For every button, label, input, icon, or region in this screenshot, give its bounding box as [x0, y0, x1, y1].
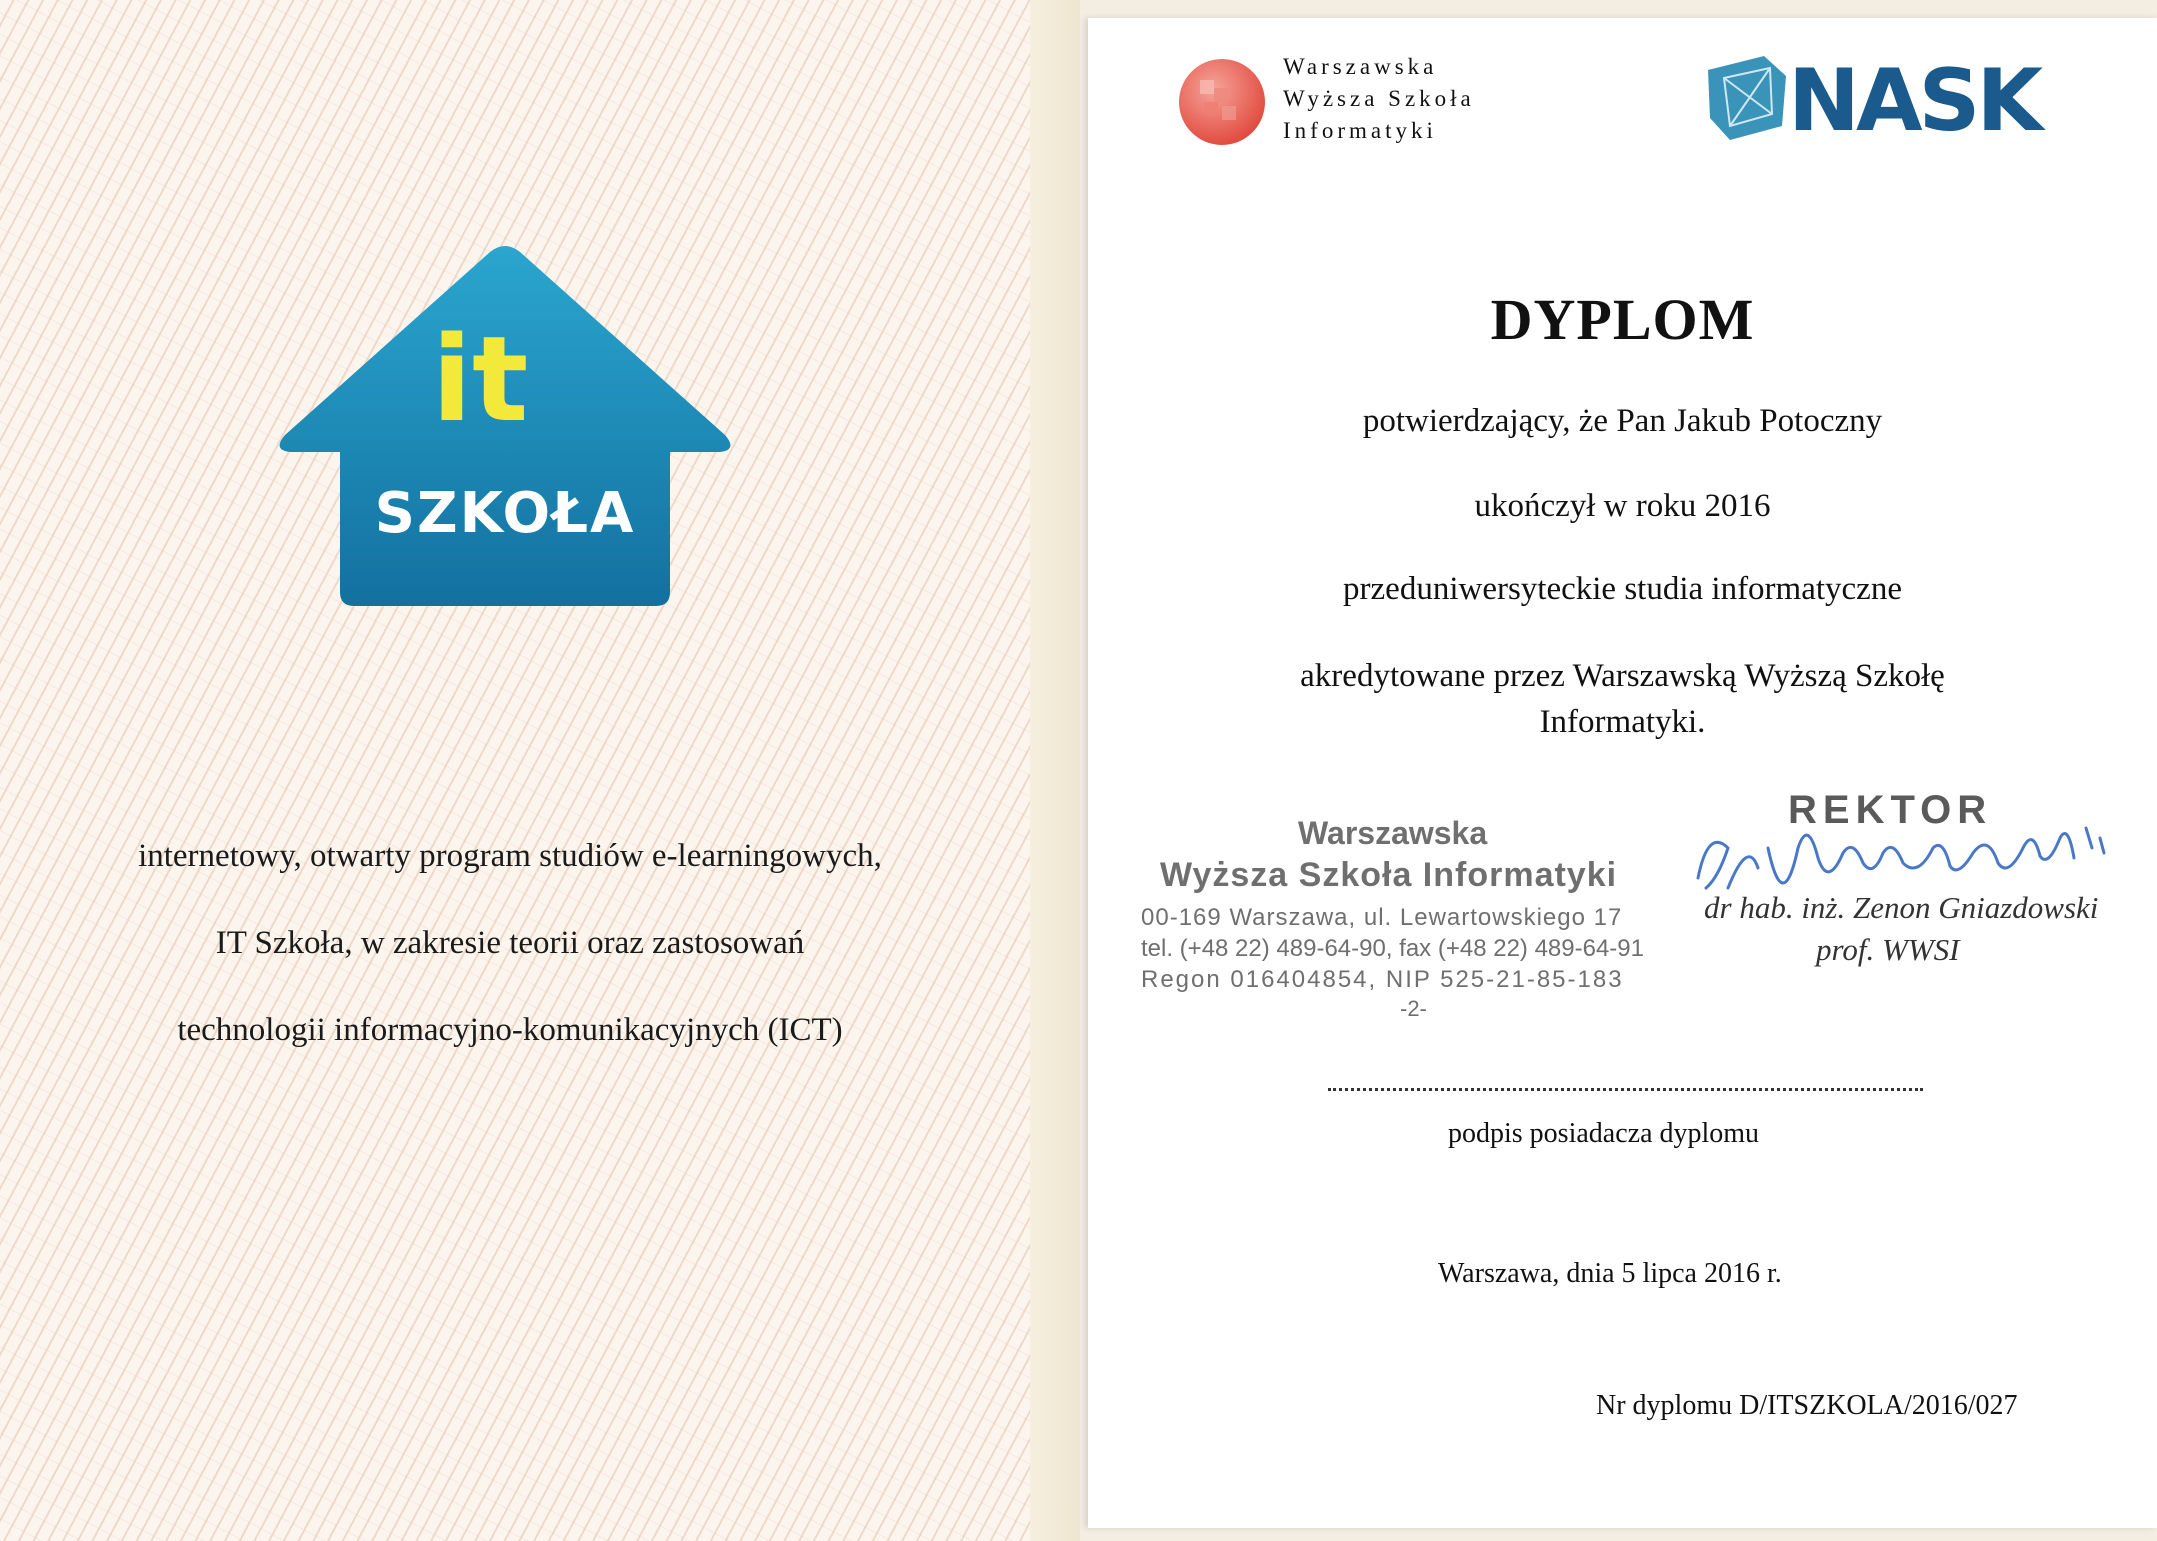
wwsi-name-line-1: Warszawska [1283, 54, 1438, 79]
diploma-title: DYPLOM [1490, 287, 1755, 352]
stamp-phone: tel. (+48 22) 489-64-90, fax (+48 22) 489-64-91 [1141, 935, 1644, 962]
diploma-line-5: Informatyki. [1539, 704, 1706, 740]
cover-line-3: technologii informacyjno-komunikacyjnych (ICT) [177, 1012, 843, 1048]
logo-it-text: it [431, 310, 529, 448]
diploma-line-4: akredytowane przez Warszawską Wyższą Szkołę [1300, 658, 1945, 694]
it-szkola-logo [270, 240, 740, 610]
rektor-label: REKTOR [1788, 788, 1993, 832]
diploma-number: Nr dyplomu D/ITSZKOLA/2016/027 [1596, 1390, 2018, 1421]
nask-logo [1700, 48, 2120, 148]
cover-fold-edge [1030, 0, 1080, 1541]
stamp-regon: Regon 016404854, NIP 525-21-85-183 [1141, 966, 1624, 993]
stamp-name-line-1: Warszawska [1298, 815, 1488, 851]
holder-signature-label: podpis posiadacza dyplomu [1448, 1118, 1760, 1149]
logo-szkola-text: SZKOŁA [374, 481, 636, 546]
nask-text: NASK [1788, 51, 2040, 148]
diploma-line-2: ukończył w roku 2016 [1474, 488, 1771, 524]
wwsi-name-line-3: Informatyki [1283, 118, 1437, 143]
cover-line-1: internetowy, otwarty program studiów e-learningowych, [138, 838, 882, 874]
wwsi-logo-icon [1178, 58, 1266, 146]
diploma-line-1: potwierdzający, że Pan Jakub Potoczny [1362, 403, 1883, 439]
diploma-line-3: przeduniwersyteckie studia informatyczne [1343, 571, 1902, 607]
rector-name: dr hab. inż. Zenon Gniazdowski [1704, 890, 2099, 925]
cover-line-2: IT Szkoła, w zakresie teorii oraz zastosowań [215, 925, 805, 961]
holder-signature-line [1328, 1088, 1923, 1091]
issue-date: Warszawa, dnia 5 lipca 2016 r. [1438, 1258, 1782, 1289]
it-szkola-house-logo [270, 240, 740, 610]
stamp-page-marker: -2- [1400, 996, 1427, 1021]
rector-position: prof. WWSI [1816, 932, 1960, 967]
nask-emblem-icon [1708, 56, 1786, 140]
stamp-name-line-2: Wyższa Szkoła Informatyki [1160, 856, 1618, 894]
stamp-address: 00-169 Warszawa, ul. Lewartowskiego 17 [1141, 904, 1623, 931]
wwsi-name-line-2: Wyższa Szkoła [1283, 86, 1475, 111]
diploma-page [1088, 18, 2157, 1528]
